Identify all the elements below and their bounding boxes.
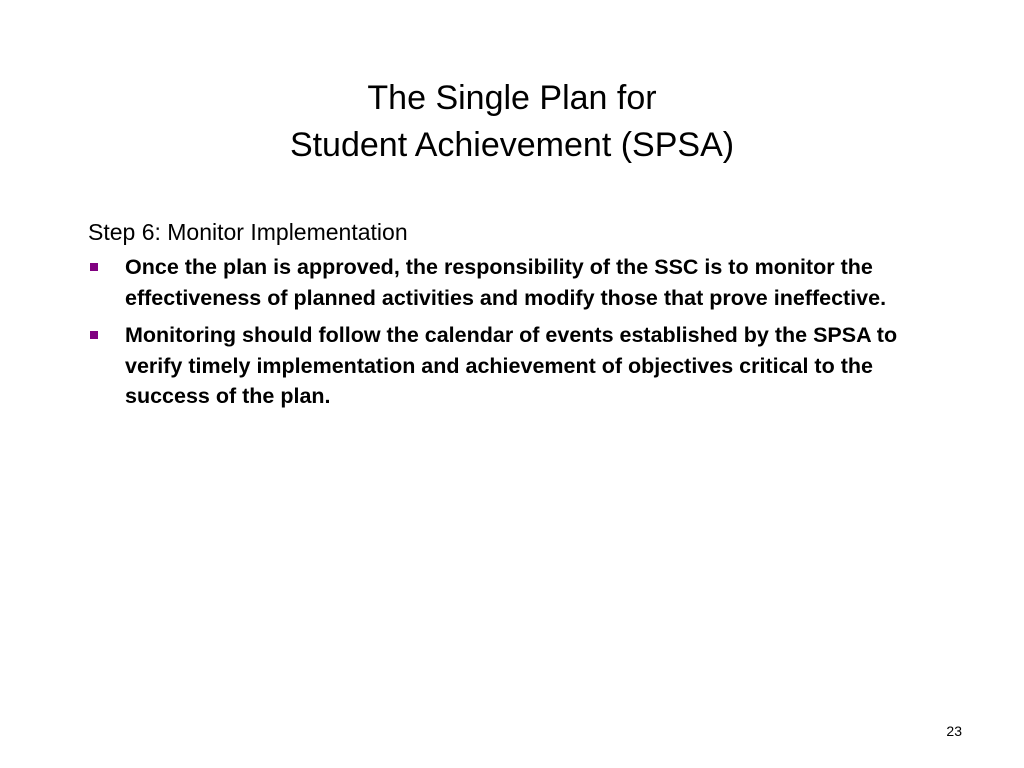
bullet-text: Once the plan is approved, the responsibility of the SSC is to monitor the effectiveness of planned activities and modify those that prove ineffective. (125, 255, 887, 310)
slide-title-line-2: Student Achievement (SPSA) (289, 125, 735, 164)
square-bullet-icon (90, 331, 98, 339)
bullet-item (88, 252, 958, 313)
page-number: 23 (946, 723, 962, 739)
bullet-item (88, 320, 958, 412)
bullet-text: Monitoring should follow the calendar of events established by the SPSA to verify timely implementation and achievement of objectives critical to the success of the plan. (125, 323, 898, 408)
slide-title-line-1: The Single Plan for (367, 78, 657, 117)
bullet-list (88, 252, 958, 412)
step-heading: Step 6: Monitor Implementation (88, 219, 408, 245)
square-bullet-icon (90, 263, 98, 271)
slide-content (88, 216, 958, 419)
slide-title (0, 75, 1024, 169)
